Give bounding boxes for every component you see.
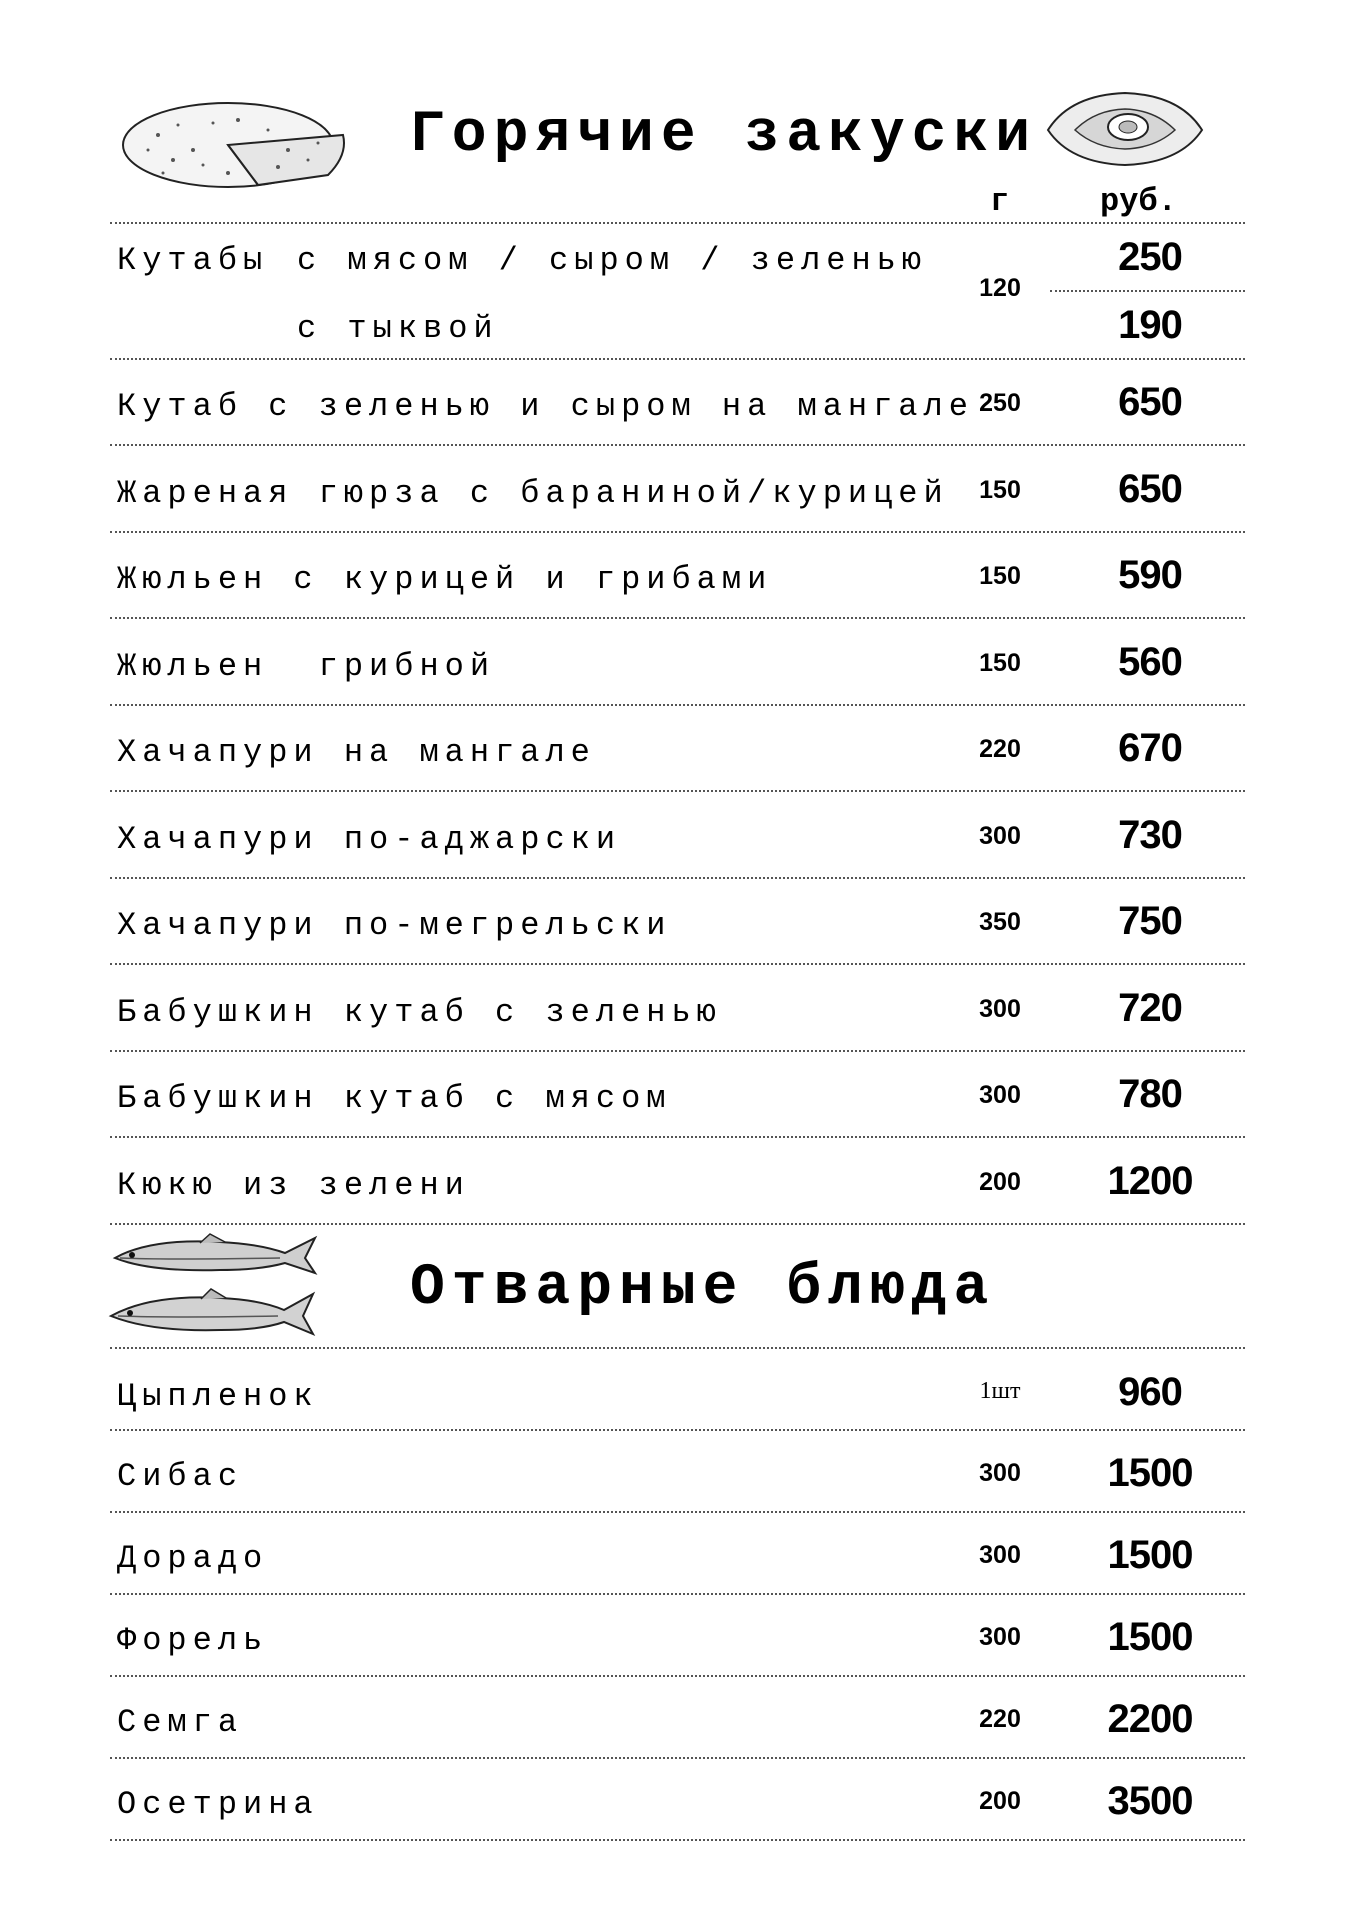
item-weight: 300 <box>979 1459 1021 1487</box>
divider <box>110 1593 1245 1595</box>
item-name: Семга <box>117 1704 244 1741</box>
item-name: Бабушкин кутаб с мясом <box>117 1080 672 1117</box>
item-weight: 350 <box>979 908 1021 936</box>
item-price: 730 <box>1118 813 1182 857</box>
item-price: 670 <box>1118 726 1182 770</box>
item-weight: 120 <box>979 274 1021 302</box>
divider <box>110 1136 1245 1138</box>
item-price: 720 <box>1118 986 1182 1030</box>
item-name: Хачапури по-аджарски <box>117 821 622 858</box>
item-price: 750 <box>1118 899 1182 943</box>
item-name: Кюкю из зелени <box>117 1167 470 1204</box>
item-name: Жареная гюрза с бараниной/курицей <box>117 475 949 512</box>
item-weight: 150 <box>979 562 1021 590</box>
item-weight: 220 <box>979 1705 1021 1733</box>
item-name: Жюльен с курицей и грибами <box>117 561 773 598</box>
divider <box>110 531 1245 533</box>
fish-icon <box>110 1228 320 1278</box>
item-name: Дорадо <box>117 1540 269 1577</box>
fish-icon <box>106 1282 316 1340</box>
boiled-section-title: Отварные блюда <box>410 1256 996 1321</box>
divider <box>110 1511 1245 1513</box>
item-name: Форель <box>117 1622 269 1659</box>
divider <box>110 617 1245 619</box>
divider <box>110 1675 1245 1677</box>
item-variant: с тыквой <box>297 310 499 347</box>
divider <box>110 1347 1245 1349</box>
item-name: Жюльен грибной <box>117 648 496 685</box>
item-weight: 200 <box>979 1787 1021 1815</box>
item-name: Хачапури по-мегрельски <box>117 907 672 944</box>
item-weight: 300 <box>979 1623 1021 1651</box>
item-weight: 150 <box>979 476 1021 504</box>
item-price: 2200 <box>1107 1697 1193 1741</box>
item-price: 590 <box>1118 553 1182 597</box>
item-price: 1500 <box>1107 1533 1193 1577</box>
divider <box>110 790 1245 792</box>
item-price: 960 <box>1118 1370 1182 1414</box>
price-column-header: руб. <box>1100 183 1177 220</box>
item-variant: с мясом / сыром / зеленью <box>297 242 928 279</box>
divider <box>110 1223 1245 1225</box>
item-price: 3500 <box>1107 1779 1193 1823</box>
item-weight: 200 <box>979 1168 1021 1196</box>
divider <box>110 963 1245 965</box>
divider <box>110 1429 1245 1431</box>
item-weight: 300 <box>979 1541 1021 1569</box>
divider <box>110 444 1245 446</box>
item-name: Цыпленок <box>117 1378 319 1415</box>
item-name: Кутабы <box>117 242 269 279</box>
item-name: Осетрина <box>117 1786 319 1823</box>
item-name: Хачапури на мангале <box>117 734 596 771</box>
divider <box>110 1050 1245 1052</box>
item-price: 780 <box>1118 1072 1182 1116</box>
item-price: 650 <box>1118 467 1182 511</box>
divider <box>110 704 1245 706</box>
item-price: 650 <box>1118 380 1182 424</box>
divider <box>110 1839 1245 1841</box>
item-price: 560 <box>1118 640 1182 684</box>
item-weight: 300 <box>979 822 1021 850</box>
item-price: 1500 <box>1107 1451 1193 1495</box>
item-price: 1200 <box>1107 1159 1193 1203</box>
item-weight: 1шт <box>979 1378 1021 1404</box>
divider <box>110 358 1245 360</box>
divider <box>110 222 1245 224</box>
item-name: Кутаб с зеленью и сыром на мангале <box>117 388 974 425</box>
item-price: 250 <box>1118 235 1182 279</box>
divider <box>110 1757 1245 1759</box>
item-weight: 300 <box>979 995 1021 1023</box>
item-name: Сибас <box>117 1458 244 1495</box>
item-price: 1500 <box>1107 1615 1193 1659</box>
item-weight: 300 <box>979 1081 1021 1109</box>
hot-section-title: Горячие закуски <box>410 103 1038 168</box>
item-price: 190 <box>1118 303 1182 347</box>
adjarian-khachapuri-icon <box>1040 85 1210 170</box>
weight-column-header: г <box>990 183 1010 220</box>
divider <box>110 877 1245 879</box>
item-weight: 150 <box>979 649 1021 677</box>
divider <box>1050 290 1245 292</box>
item-weight: 220 <box>979 735 1021 763</box>
kutab-flatbread-icon <box>118 95 353 195</box>
item-name: Бабушкин кутаб с зеленью <box>117 994 722 1031</box>
item-weight: 250 <box>979 389 1021 417</box>
